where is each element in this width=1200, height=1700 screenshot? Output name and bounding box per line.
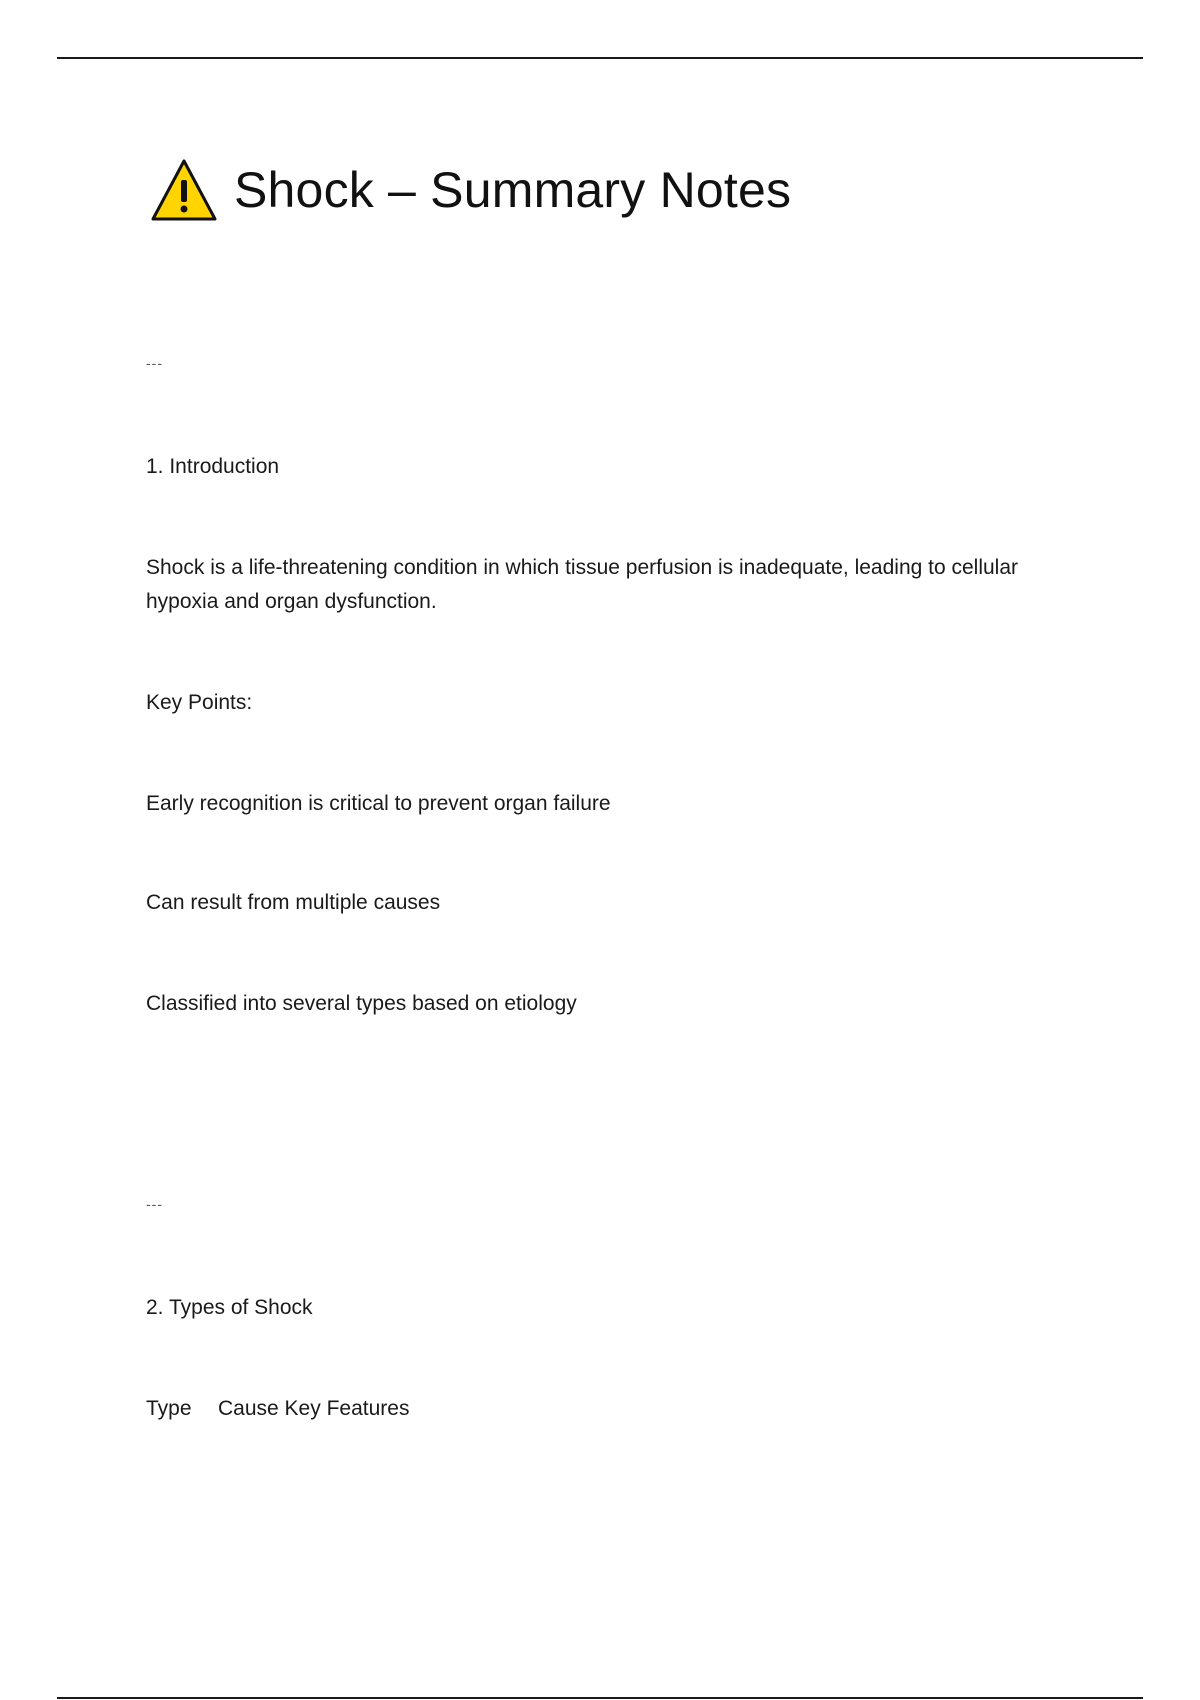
warning-triangle-icon — [150, 158, 218, 222]
table-header-cause: Cause — [218, 1397, 279, 1420]
separator: --- — [146, 1196, 163, 1212]
key-point: Can result from multiple causes — [146, 891, 441, 914]
separator: --- — [146, 355, 163, 371]
page-title — [150, 150, 791, 230]
key-point: Classified into several types based on etiology — [146, 992, 577, 1015]
key-point: Early recognition is critical to prevent organ failure — [146, 792, 611, 815]
table-header-key-features: Key Features — [284, 1397, 410, 1420]
section-heading: 1. Introduction — [146, 455, 280, 478]
table-header-row — [146, 1392, 409, 1426]
top-rule — [57, 57, 1143, 59]
table-header-type: Type — [146, 1397, 192, 1420]
key-points-label: Key Points: — [146, 691, 253, 714]
intro-paragraph: Shock is a life-threatening condition in which tissue perfusion is inadequate, leading to cellular hypoxia and organ dysfunction. — [146, 556, 1019, 613]
bottom-rule — [57, 1697, 1143, 1699]
title-text: Shock – Summary Notes — [234, 162, 792, 218]
section-heading: 2. Types of Shock — [146, 1296, 313, 1319]
